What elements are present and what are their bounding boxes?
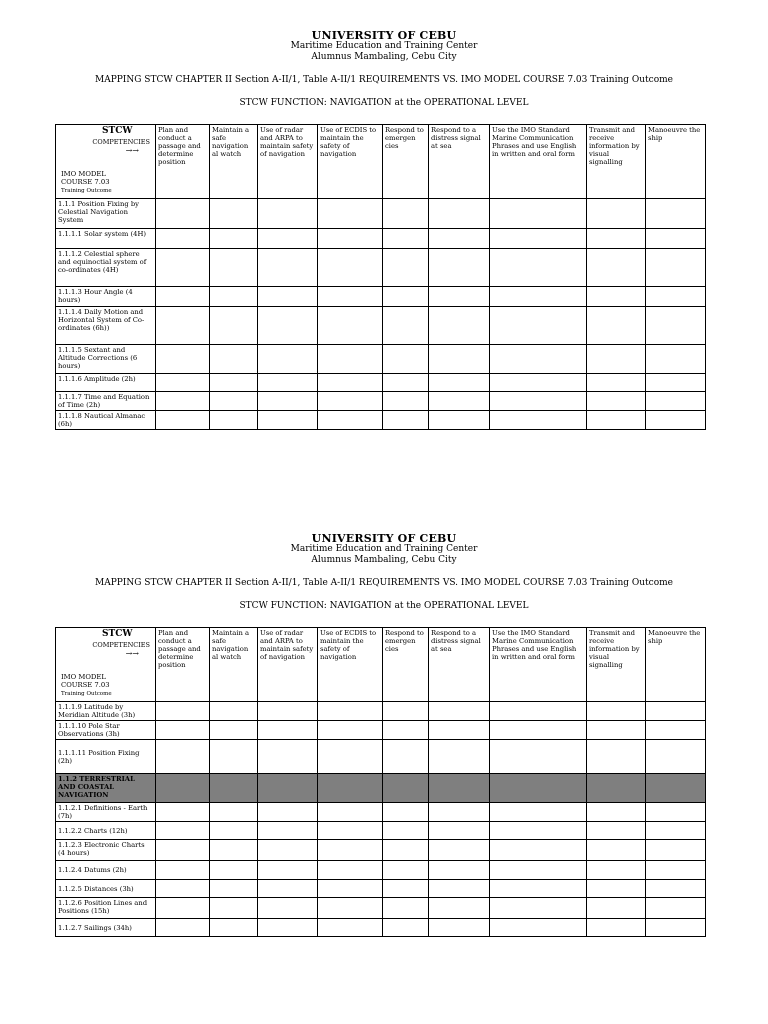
competency-header: Use the IMO Standard Marine Communication Phrases and use English in written and oral form: [490, 125, 587, 199]
outcome-cell: 1.1.1.3 Hour Angle (4 hours): [56, 287, 156, 307]
campus-address: Alumnus Mambaling, Cebu City: [311, 52, 457, 62]
table-row: [56, 199, 706, 229]
competency-header: Maintain a safe navigation al watch: [210, 125, 258, 199]
corner-header-cell: [56, 125, 156, 199]
outcome-cell: 1.1.1 Position Fixing by Celestial Navigation System: [56, 199, 156, 229]
competency-header: Use of radar and ARPA to maintain safety of navigation: [258, 628, 318, 702]
table-row: [56, 307, 706, 345]
competency-header: Respond to a distress signal at sea: [429, 125, 490, 199]
imo-course-label: IMO MODEL COURSE 7.03 Training Outcome: [61, 170, 112, 194]
table-row: [56, 411, 706, 430]
outcome-cell: 1.1.1.9 Latitude by Meridian Altitude (3h): [56, 702, 156, 721]
outcome-cell: 1.1.2.3 Electronic Charts (4 hours): [56, 840, 156, 861]
outcome-cell: 1.1.1.1 Solar system (4H): [56, 229, 156, 249]
university-title: UNIVERSITY OF CEBU: [311, 532, 457, 545]
table-row: [56, 287, 706, 307]
mapping-table: [55, 627, 706, 937]
competencies-label: COMPETENCIES: [92, 641, 150, 649]
table-row: [56, 721, 706, 740]
university-title: UNIVERSITY OF CEBU: [311, 29, 457, 42]
outcome-cell: 1.1.1.8 Nautical Almanac (6h): [56, 411, 156, 430]
outcome-cell: 1.1.2.4 Datums (2h): [56, 861, 156, 880]
corner-header-cell: [56, 628, 156, 702]
imo-course-label: IMO MODEL COURSE 7.03 Training Outcome: [61, 673, 112, 697]
competency-header: Respond to emergen cies: [383, 125, 429, 199]
table-row: [56, 840, 706, 861]
competency-header: Manoeuvre the ship: [646, 125, 706, 199]
arrow-icon: →→: [125, 146, 139, 155]
outcome-cell: 1.1.1.7 Time and Equation of Time (2h): [56, 392, 156, 411]
stcw-label: STCW: [102, 126, 133, 136]
outcome-cell: 1.1.1.11 Position Fixing (2h): [56, 740, 156, 774]
table-row: [56, 740, 706, 774]
table-row: [56, 861, 706, 880]
section-row: [56, 774, 706, 803]
campus-address: Alumnus Mambaling, Cebu City: [311, 555, 457, 565]
outcome-cell: 1.1.1.4 Daily Motion and Horizontal System of Co-ordinates (6h)): [56, 307, 156, 345]
table-row: [56, 803, 706, 822]
competency-header: Maintain a safe navigation al watch: [210, 628, 258, 702]
table-row: [56, 702, 706, 721]
outcome-cell: 1.1.2.6 Position Lines and Positions (15h): [56, 898, 156, 919]
competency-header: Plan and conduct a passage and determine position: [156, 628, 210, 702]
outcome-cell: 1.1.1.2 Celestial sphere and equinoctial system of co-ordinates (4H): [56, 249, 156, 287]
table-row: [56, 374, 706, 392]
arrow-icon: →→: [125, 649, 139, 658]
table-row: [56, 392, 706, 411]
competency-header: Use of ECDIS to maintain the safety of navigation: [318, 125, 383, 199]
table-row: [56, 249, 706, 287]
center-name: Maritime Education and Training Center: [290, 544, 478, 554]
outcome-cell: 1.1.2.7 Sailings (34h): [56, 919, 156, 937]
competency-header: Use of ECDIS to maintain the safety of navigation: [318, 628, 383, 702]
document-page-2: [0, 532, 768, 932]
outcome-cell: 1.1.2.1 Definitions - Earth (7h): [56, 803, 156, 822]
outcome-cell: 1.1.1.6 Amplitude (2h): [56, 374, 156, 392]
table-row: [56, 345, 706, 374]
table-row: [56, 919, 706, 937]
document-page-1: [0, 29, 768, 428]
table-row: [56, 822, 706, 840]
competency-header: Use the IMO Standard Marine Communication Phrases and use English in written and oral form: [490, 628, 587, 702]
outcome-cell: 1.1.1.10 Pole Star Observations (3h): [56, 721, 156, 740]
mapping-heading: MAPPING STCW CHAPTER II Section A-II/1, Table A-II/1 REQUIREMENTS VS. IMO MODEL COURSE 7.03 Training Outcome: [94, 75, 673, 85]
table-row: [56, 229, 706, 249]
function-heading: STCW FUNCTION: NAVIGATION at the OPERATIONAL LEVEL: [239, 601, 529, 611]
section-cell: 1.1.2 TERRESTRIAL AND COASTAL NAVIGATION: [56, 774, 156, 803]
stcw-label: STCW: [102, 629, 133, 639]
competency-header: Manoeuvre the ship: [646, 628, 706, 702]
function-heading: STCW FUNCTION: NAVIGATION at the OPERATIONAL LEVEL: [239, 98, 529, 108]
competency-header: Transmit and receive information by visual signalling: [587, 125, 646, 199]
table-row: [56, 898, 706, 919]
competency-header: Use of radar and ARPA to maintain safety of navigation: [258, 125, 318, 199]
outcome-cell: 1.1.1.5 Sextant and Altitude Corrections (6 hours): [56, 345, 156, 374]
center-name: Maritime Education and Training Center: [290, 41, 478, 51]
competency-header: Respond to a distress signal at sea: [429, 628, 490, 702]
mapping-table: [55, 124, 706, 430]
competency-header: Transmit and receive information by visual signalling: [587, 628, 646, 702]
table-row: [56, 880, 706, 898]
mapping-heading: MAPPING STCW CHAPTER II Section A-II/1, Table A-II/1 REQUIREMENTS VS. IMO MODEL COURSE 7.03 Training Outcome: [94, 578, 673, 588]
competency-header: Respond to emergen cies: [383, 628, 429, 702]
outcome-cell: 1.1.2.2 Charts (12h): [56, 822, 156, 840]
outcome-cell: 1.1.2.5 Distances (3h): [56, 880, 156, 898]
competency-header: Plan and conduct a passage and determine position: [156, 125, 210, 199]
competencies-label: COMPETENCIES: [92, 138, 150, 146]
